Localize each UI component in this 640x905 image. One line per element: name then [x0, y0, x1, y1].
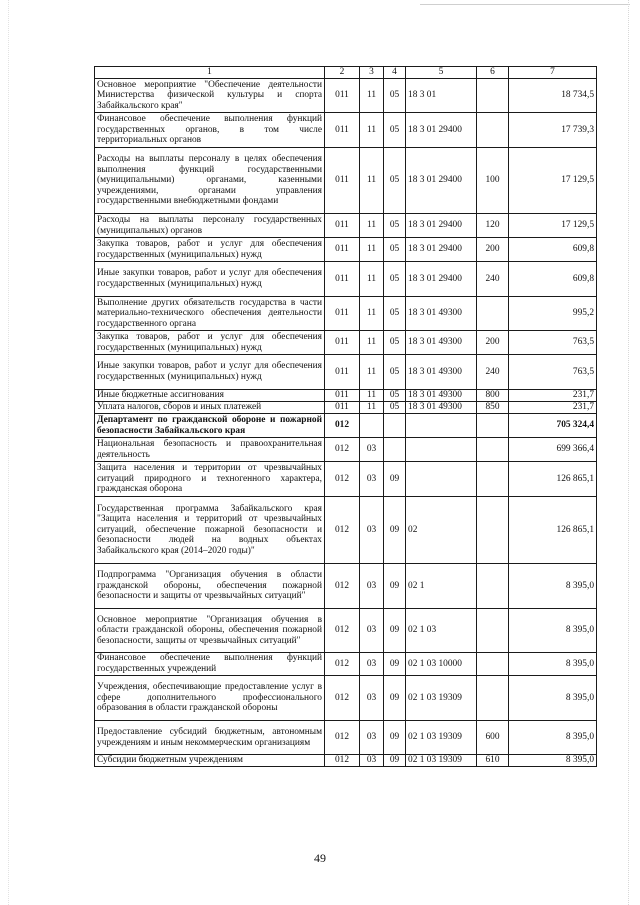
row-amount: 609,8 [509, 238, 597, 262]
row-amount: 8 395,0 [509, 755, 597, 767]
row-amount: 699 366,4 [509, 438, 597, 462]
row-amount: 231,7 [509, 402, 597, 414]
row-target-article: 02 [406, 497, 477, 564]
row-target-article: 18 3 01 29400 [406, 113, 477, 148]
row-target-article: 18 3 01 29400 [406, 214, 477, 238]
row-admin-code: 012 [325, 676, 360, 721]
row-subsection: 05 [384, 113, 406, 148]
row-amount: 763,5 [509, 355, 597, 390]
row-section: 11 [360, 214, 384, 238]
row-section: 11 [360, 355, 384, 390]
row-subsection [384, 414, 406, 438]
row-name: Государственная программа Забайкальского края "Защита населения и территорий от чрезвычайных ситуаций, обеспечение пожарной безопасности и безопасности людей на водных объектах Забайкальского края (2014–2020 годы)" [95, 497, 325, 564]
row-amount: 705 324,4 [509, 414, 597, 438]
row-expense-type [477, 462, 509, 497]
row-expense-type [477, 564, 509, 609]
row-target-article: 18 3 01 49300 [406, 297, 477, 331]
row-admin-code: 012 [325, 438, 360, 462]
row-target-article: 02 1 03 19309 [406, 721, 477, 755]
row-subsection: 05 [384, 390, 406, 402]
row-admin-code: 012 [325, 414, 360, 438]
row-section: 11 [360, 390, 384, 402]
table-row [95, 653, 597, 676]
row-admin-code: 011 [325, 390, 360, 402]
row-amount: 17 129,5 [509, 148, 597, 214]
row-admin-code: 011 [325, 148, 360, 214]
table-row [95, 355, 597, 390]
row-section: 11 [360, 297, 384, 331]
row-target-article: 02 1 [406, 564, 477, 609]
row-section: 11 [360, 331, 384, 355]
table-row [95, 755, 597, 767]
row-section: 03 [360, 497, 384, 564]
row-expense-type [477, 297, 509, 331]
table-row [95, 609, 597, 653]
row-amount: 8 395,0 [509, 564, 597, 609]
row-name: Расходы на выплаты персоналу государственных (муниципальных) органов [95, 214, 325, 238]
row-section: 11 [360, 402, 384, 414]
row-amount: 126 865,1 [509, 497, 597, 564]
row-name: Основное мероприятие "Обеспечение деятельности Министерства физической культуры и спорта Забайкальского края" [95, 79, 325, 113]
row-expense-type: 850 [477, 402, 509, 414]
row-target-article [406, 438, 477, 462]
table-row [95, 721, 597, 755]
header-col-4: 4 [384, 67, 406, 79]
row-subsection: 05 [384, 238, 406, 262]
row-target-article: 02 1 03 [406, 609, 477, 653]
scan-edge-top [420, 4, 630, 5]
header-col-1: 1 [95, 67, 325, 79]
row-amount: 609,8 [509, 262, 597, 297]
row-target-article: 02 1 03 10000 [406, 653, 477, 676]
row-admin-code: 011 [325, 113, 360, 148]
table-header-row [95, 67, 597, 79]
row-name: Подпрограмма "Организация обучения в области гражданской обороны, обеспечения пожарной безопасности и защиты от чрезвычайных ситуаций" [95, 564, 325, 609]
row-subsection: 09 [384, 676, 406, 721]
row-admin-code: 011 [325, 238, 360, 262]
table-row [95, 676, 597, 721]
row-admin-code: 012 [325, 653, 360, 676]
row-expense-type [477, 497, 509, 564]
row-amount: 8 395,0 [509, 609, 597, 653]
row-target-article [406, 462, 477, 497]
row-name: Закупка товаров, работ и услуг для обеспечения государственных (муниципальных) нужд [95, 331, 325, 355]
row-name: Расходы на выплаты персоналу в целях обеспечения выполнения функций государственными (муниципальными) органами, казенными учреждениями, органами управления государственными внебюджетными фондами [95, 148, 325, 214]
row-amount: 8 395,0 [509, 721, 597, 755]
row-admin-code: 012 [325, 721, 360, 755]
row-name: Иные закупки товаров, работ и услуг для обеспечения государственных (муниципальных) нужд [95, 355, 325, 390]
table-row [95, 402, 597, 414]
row-target-article: 18 3 01 49300 [406, 355, 477, 390]
row-admin-code: 011 [325, 402, 360, 414]
table-row [95, 79, 597, 113]
row-subsection: 05 [384, 79, 406, 113]
row-name: Иные бюджетные ассигнования [95, 390, 325, 402]
row-expense-type: 600 [477, 721, 509, 755]
row-expense-type [477, 653, 509, 676]
row-expense-type [477, 414, 509, 438]
row-admin-code: 012 [325, 755, 360, 767]
row-section: 03 [360, 462, 384, 497]
page-number: 49 [314, 851, 326, 865]
row-admin-code: 012 [325, 462, 360, 497]
row-admin-code: 011 [325, 214, 360, 238]
table-row [95, 497, 597, 564]
row-admin-code: 012 [325, 609, 360, 653]
scan-edge-left [8, 0, 9, 905]
row-subsection: 05 [384, 214, 406, 238]
row-expense-type [477, 438, 509, 462]
row-section: 11 [360, 238, 384, 262]
row-amount: 17 739,3 [509, 113, 597, 148]
row-expense-type: 120 [477, 214, 509, 238]
row-section: 03 [360, 676, 384, 721]
header-col-7: 7 [509, 67, 597, 79]
header-col-3: 3 [360, 67, 384, 79]
row-section: 11 [360, 79, 384, 113]
row-section: 03 [360, 721, 384, 755]
row-subsection: 05 [384, 355, 406, 390]
row-name: Уплата налогов, сборов и иных платежей [95, 402, 325, 414]
row-expense-type [477, 113, 509, 148]
row-target-article: 18 3 01 49300 [406, 390, 477, 402]
row-subsection [384, 438, 406, 462]
row-target-article: 18 3 01 29400 [406, 148, 477, 214]
row-name: Выполнение других обязательств государства в части материально-технического обеспечения деятельности государственного органа [95, 297, 325, 331]
row-target-article: 18 3 01 [406, 79, 477, 113]
row-target-article: 18 3 01 29400 [406, 238, 477, 262]
row-name: Национальная безопасность и правоохранительная деятельность [95, 438, 325, 462]
row-target-article [406, 414, 477, 438]
table-row [95, 214, 597, 238]
row-subsection: 09 [384, 609, 406, 653]
row-subsection: 05 [384, 331, 406, 355]
row-name: Закупка товаров, работ и услуг для обеспечения государственных (муниципальных) нужд [95, 238, 325, 262]
row-subsection: 05 [384, 262, 406, 297]
row-subsection: 09 [384, 721, 406, 755]
row-subsection: 09 [384, 564, 406, 609]
row-section: 11 [360, 113, 384, 148]
table-body [95, 79, 597, 767]
row-expense-type: 240 [477, 355, 509, 390]
row-admin-code: 011 [325, 297, 360, 331]
table-row [95, 564, 597, 609]
row-name: Департамент по гражданской обороне и пожарной безопасности Забайкальского края [95, 414, 325, 438]
table-row [95, 297, 597, 331]
row-admin-code: 011 [325, 79, 360, 113]
row-section: 11 [360, 148, 384, 214]
row-expense-type: 200 [477, 331, 509, 355]
row-target-article: 02 1 03 19309 [406, 755, 477, 767]
row-target-article: 18 3 01 49300 [406, 402, 477, 414]
row-expense-type: 610 [477, 755, 509, 767]
row-target-article: 18 3 01 29400 [406, 262, 477, 297]
row-amount: 18 734,5 [509, 79, 597, 113]
row-name: Финансовое обеспечение выполнения функций государственных учреждений [95, 653, 325, 676]
row-subsection: 09 [384, 497, 406, 564]
row-name: Предоставление субсидий бюджетным, автономным учреждениям и иным некоммерческим организациям [95, 721, 325, 755]
row-subsection: 09 [384, 462, 406, 497]
row-amount: 126 865,1 [509, 462, 597, 497]
table-row [95, 438, 597, 462]
row-section: 03 [360, 609, 384, 653]
row-expense-type: 240 [477, 262, 509, 297]
row-expense-type [477, 676, 509, 721]
row-expense-type: 800 [477, 390, 509, 402]
row-admin-code: 011 [325, 262, 360, 297]
row-expense-type [477, 79, 509, 113]
row-target-article: 18 3 01 49300 [406, 331, 477, 355]
row-admin-code: 012 [325, 497, 360, 564]
row-admin-code: 012 [325, 564, 360, 609]
row-name: Защита населения и территории от чрезвычайных ситуаций природного и техногенного характера, гражданская оборона [95, 462, 325, 497]
row-amount: 17 129,5 [509, 214, 597, 238]
table-row [95, 462, 597, 497]
row-expense-type: 200 [477, 238, 509, 262]
row-name: Финансовое обеспечение выполнения функций государственных органов, в том числе территориальных органов [95, 113, 325, 148]
row-expense-type [477, 609, 509, 653]
row-subsection: 09 [384, 653, 406, 676]
table-row [95, 262, 597, 297]
row-amount: 995,2 [509, 297, 597, 331]
table-row [95, 331, 597, 355]
row-amount: 8 395,0 [509, 653, 597, 676]
table-row [95, 390, 597, 402]
table-row [95, 238, 597, 262]
row-subsection: 05 [384, 297, 406, 331]
row-section: 03 [360, 653, 384, 676]
row-subsection: 05 [384, 148, 406, 214]
row-target-article: 02 1 03 19309 [406, 676, 477, 721]
row-subsection: 09 [384, 755, 406, 767]
table-row [95, 414, 597, 438]
budget-table [94, 66, 597, 767]
row-amount: 231,7 [509, 390, 597, 402]
row-admin-code: 011 [325, 355, 360, 390]
header-col-6: 6 [477, 67, 509, 79]
scan-edge-right [628, 0, 629, 905]
row-name: Основное мероприятие "Организация обучения в области гражданской обороны, обеспечения пожарной безопасности, защиты от чрезвычайных ситуаций" [95, 609, 325, 653]
row-expense-type: 100 [477, 148, 509, 214]
row-name: Иные закупки товаров, работ и услуг для обеспечения государственных (муниципальных) нужд [95, 262, 325, 297]
row-amount: 763,5 [509, 331, 597, 355]
row-subsection: 05 [384, 402, 406, 414]
header-col-5: 5 [406, 67, 477, 79]
table-row [95, 113, 597, 148]
row-section: 03 [360, 438, 384, 462]
row-amount: 8 395,0 [509, 676, 597, 721]
row-name: Учреждения, обеспечивающие предоставление услуг в сфере дополнительного профессионального образования в области гражданской обороны [95, 676, 325, 721]
header-col-2: 2 [325, 67, 360, 79]
row-section: 11 [360, 262, 384, 297]
row-section: 03 [360, 755, 384, 767]
row-admin-code: 011 [325, 331, 360, 355]
row-section: 03 [360, 564, 384, 609]
table-row [95, 148, 597, 214]
row-name: Субсидии бюджетным учреждениям [95, 755, 325, 767]
row-section [360, 414, 384, 438]
